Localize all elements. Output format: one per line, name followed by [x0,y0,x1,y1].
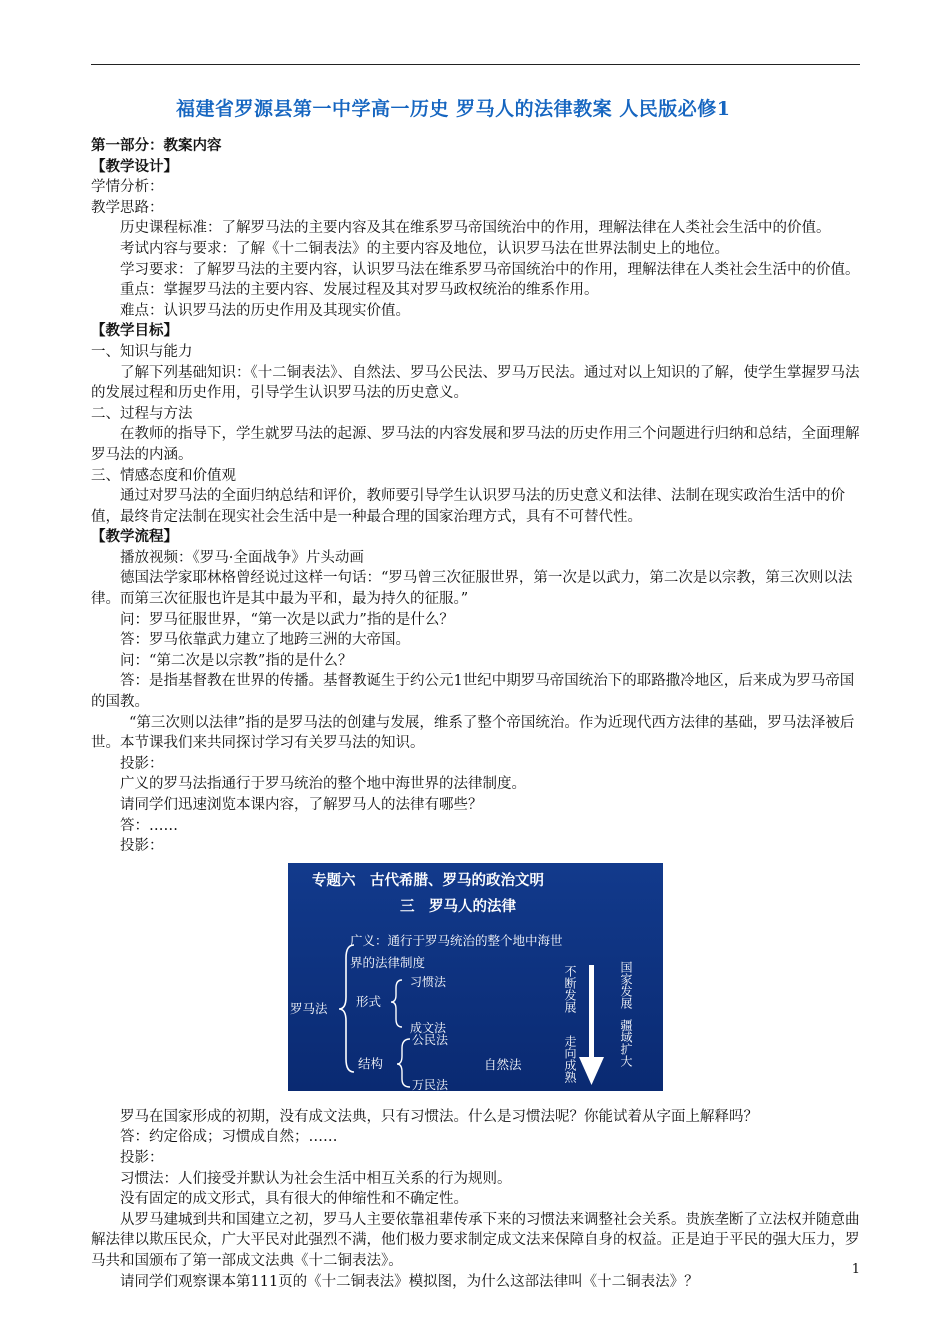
paragraph: 答：是指基督教在世界的传播。基督教诞生于约公元1世纪中期罗马帝国统治下的耶路撒冷地区，后来成为罗马帝国的国教。 [91,673,855,711]
paragraph: 德国法学家耶林格曾经说过这样一句话：“罗马曾三次征服世界，第一次是以武力，第二次是以宗教，第三次则以法律。而第三次征服也许是其中最为平和，最为持久的征服。” [91,570,853,608]
paragraph: 问：罗马征服世界，“第一次是以武力”指的是什么？ [120,611,454,628]
paragraph: 从罗马建城到共和国建立之初，罗马人主要依靠祖辈传承下来的习惯法来调整社会关系。贵族垄断了立法权并随意曲解法律以欺压民众，广大平民对此强烈不满，他们极力要求制定成文法来保障自身的权益。正是迫于平民的强大压力，罗马共和国颁布了第一部成文法典《十二铜表法》。 [91,1211,860,1269]
paragraph: 答：…… [120,817,178,834]
form-item-written-law: 成文法 [410,1020,447,1035]
body-after-slide [91,1107,862,1292]
paragraph: 投影： [120,755,164,772]
structure-item-civil-law: 公民法 [412,1032,449,1047]
broad-definition-line1: 广义：通行于罗马统治的整个地中海世 [350,932,563,948]
document-title: 福建省罗源县第一中学高一历史 罗马人的法律教案 人民版必修1 [176,98,731,120]
paragraph: 学情分析： [91,179,164,196]
paragraph: 【教学目标】 [91,322,178,340]
paragraph: 教学思路： [91,199,164,216]
paragraph: 投影： [120,838,164,855]
structure-item-jus-gentium: 万民法 [412,1077,449,1091]
paragraph: 广义的罗马法指通行于罗马统治的整个地中海世界的法律制度。 [120,776,526,793]
paragraph: 习惯法：人们接受并默认为社会生活中相互关系的行为规则。 [120,1170,512,1187]
form-label: 形式 [356,993,382,1009]
slide-image [288,863,663,1091]
structure-label: 结构 [358,1055,384,1071]
paragraph: 难点：认识罗马法的历史作用及其现实价值。 [120,302,410,319]
document-body [91,136,862,1292]
paragraph: 请同学们迅速浏览本课内容，了解罗马人的法律有哪些？ [120,797,483,813]
vertical-text-developing: 不断发展 [563,964,577,1013]
paragraph: 问：“第二次是以宗教”指的是什么？ [120,652,353,669]
slide-figure [91,859,862,1099]
paragraph: 考试内容与要求：了解《十二铜表法》的主要内容及地位，认识罗马法在世界法制史上的地位。 [120,240,729,257]
paragraph: 答：约定俗成；习惯成自然；…… [120,1129,338,1146]
slide-background [288,863,663,1091]
paragraph: 了解下列基础知识：《十二铜表法》、自然法、罗马公民法、罗马万民法。通过对以上知识的了解，使学生掌握罗马法的发展过程和历史作用，引导学生认识罗马法的历史意义。 [91,364,860,402]
paragraph: 【教学设计】 [91,157,178,175]
paragraph: 第一部分：教案内容 [91,137,222,154]
paragraph: 没有固定的成文形式，具有很大的伸缩性和不确定性。 [120,1191,468,1208]
paragraph: 【教学流程】 [91,528,178,546]
vertical-text-state-growth: 国家发展 [619,960,633,1009]
paragraph: 罗马在国家形成的初期，没有成文法典，只有习惯法。什么是习惯法呢？你能试着从字面上解释吗？ [120,1108,758,1125]
slide-heading-1: 专题六 古代希腊、罗马的政治文明 [312,872,544,889]
paragraph: 二、过程与方法 [91,405,193,422]
root-label: 罗马法 [290,1000,328,1016]
paragraph: 答：罗马依靠武力建立了地跨三洲的大帝国。 [120,632,410,649]
paragraph: “第三次则以法律”指的是罗马法的创建与发展，维系了整个帝国统治。作为近现代西方法律的基础，罗马法泽被后世。本节课我们来共同探讨学习有关罗马法的知识。 [91,714,855,752]
paragraph: 学习要求：了解罗马法的主要内容，认识罗马法在维系罗马帝国统治中的作用，理解法律在人类社会生活中的价值。 [120,261,860,278]
paragraph: 投影： [120,1149,164,1166]
paragraph: 历史课程标准：了解罗马法的主要内容及其在维系罗马帝国统治中的作用，理解法律在人类社会生活中的价值。 [120,220,831,237]
paragraph: 通过对罗马法的全面归纳总结和评价，教师要引导学生认识罗马法的历史意义和法律、法制在现实政治生活中的价值，最终肯定法制在现实社会生活中是一种最合理的国家治理方式，具有不可替代性。 [91,488,845,525]
paragraph: 在教师的指导下，学生就罗马法的起源、罗马法的内容发展和罗马法的历史作用三个问题进行归纳和总结，全面理解罗马法的内涵。 [91,426,860,463]
arrow-shaft [589,965,594,1060]
paragraph: 一、知识与能力 [91,343,193,360]
paragraph: 三、情感态度和价值观 [91,467,236,484]
form-item-custom-law: 习惯法 [410,974,447,989]
body-before-slide [91,136,862,857]
vertical-text-maturing: 走向成熟 [563,1034,577,1083]
paragraph: 播放视频：《罗马·全面战争》片头动画 [120,549,364,566]
natural-law-label: 自然法 [484,1056,522,1072]
broad-definition-line2: 界的法律制度 [350,954,426,970]
paragraph: 请同学们观察课本第111页的《十二铜表法》模拟图，为什么这部法律叫《十二铜表法》？ [120,1273,699,1290]
page-number: 1 [851,1262,860,1277]
vertical-text-territory-expansion: 疆域扩大 [619,1018,633,1067]
paragraph: 重点：掌握罗马法的主要内容、发展过程及其对罗马政权统治的维系作用。 [120,282,599,299]
slide-heading-2: 三 罗马人的法律 [400,898,516,915]
header-rule [91,64,860,65]
